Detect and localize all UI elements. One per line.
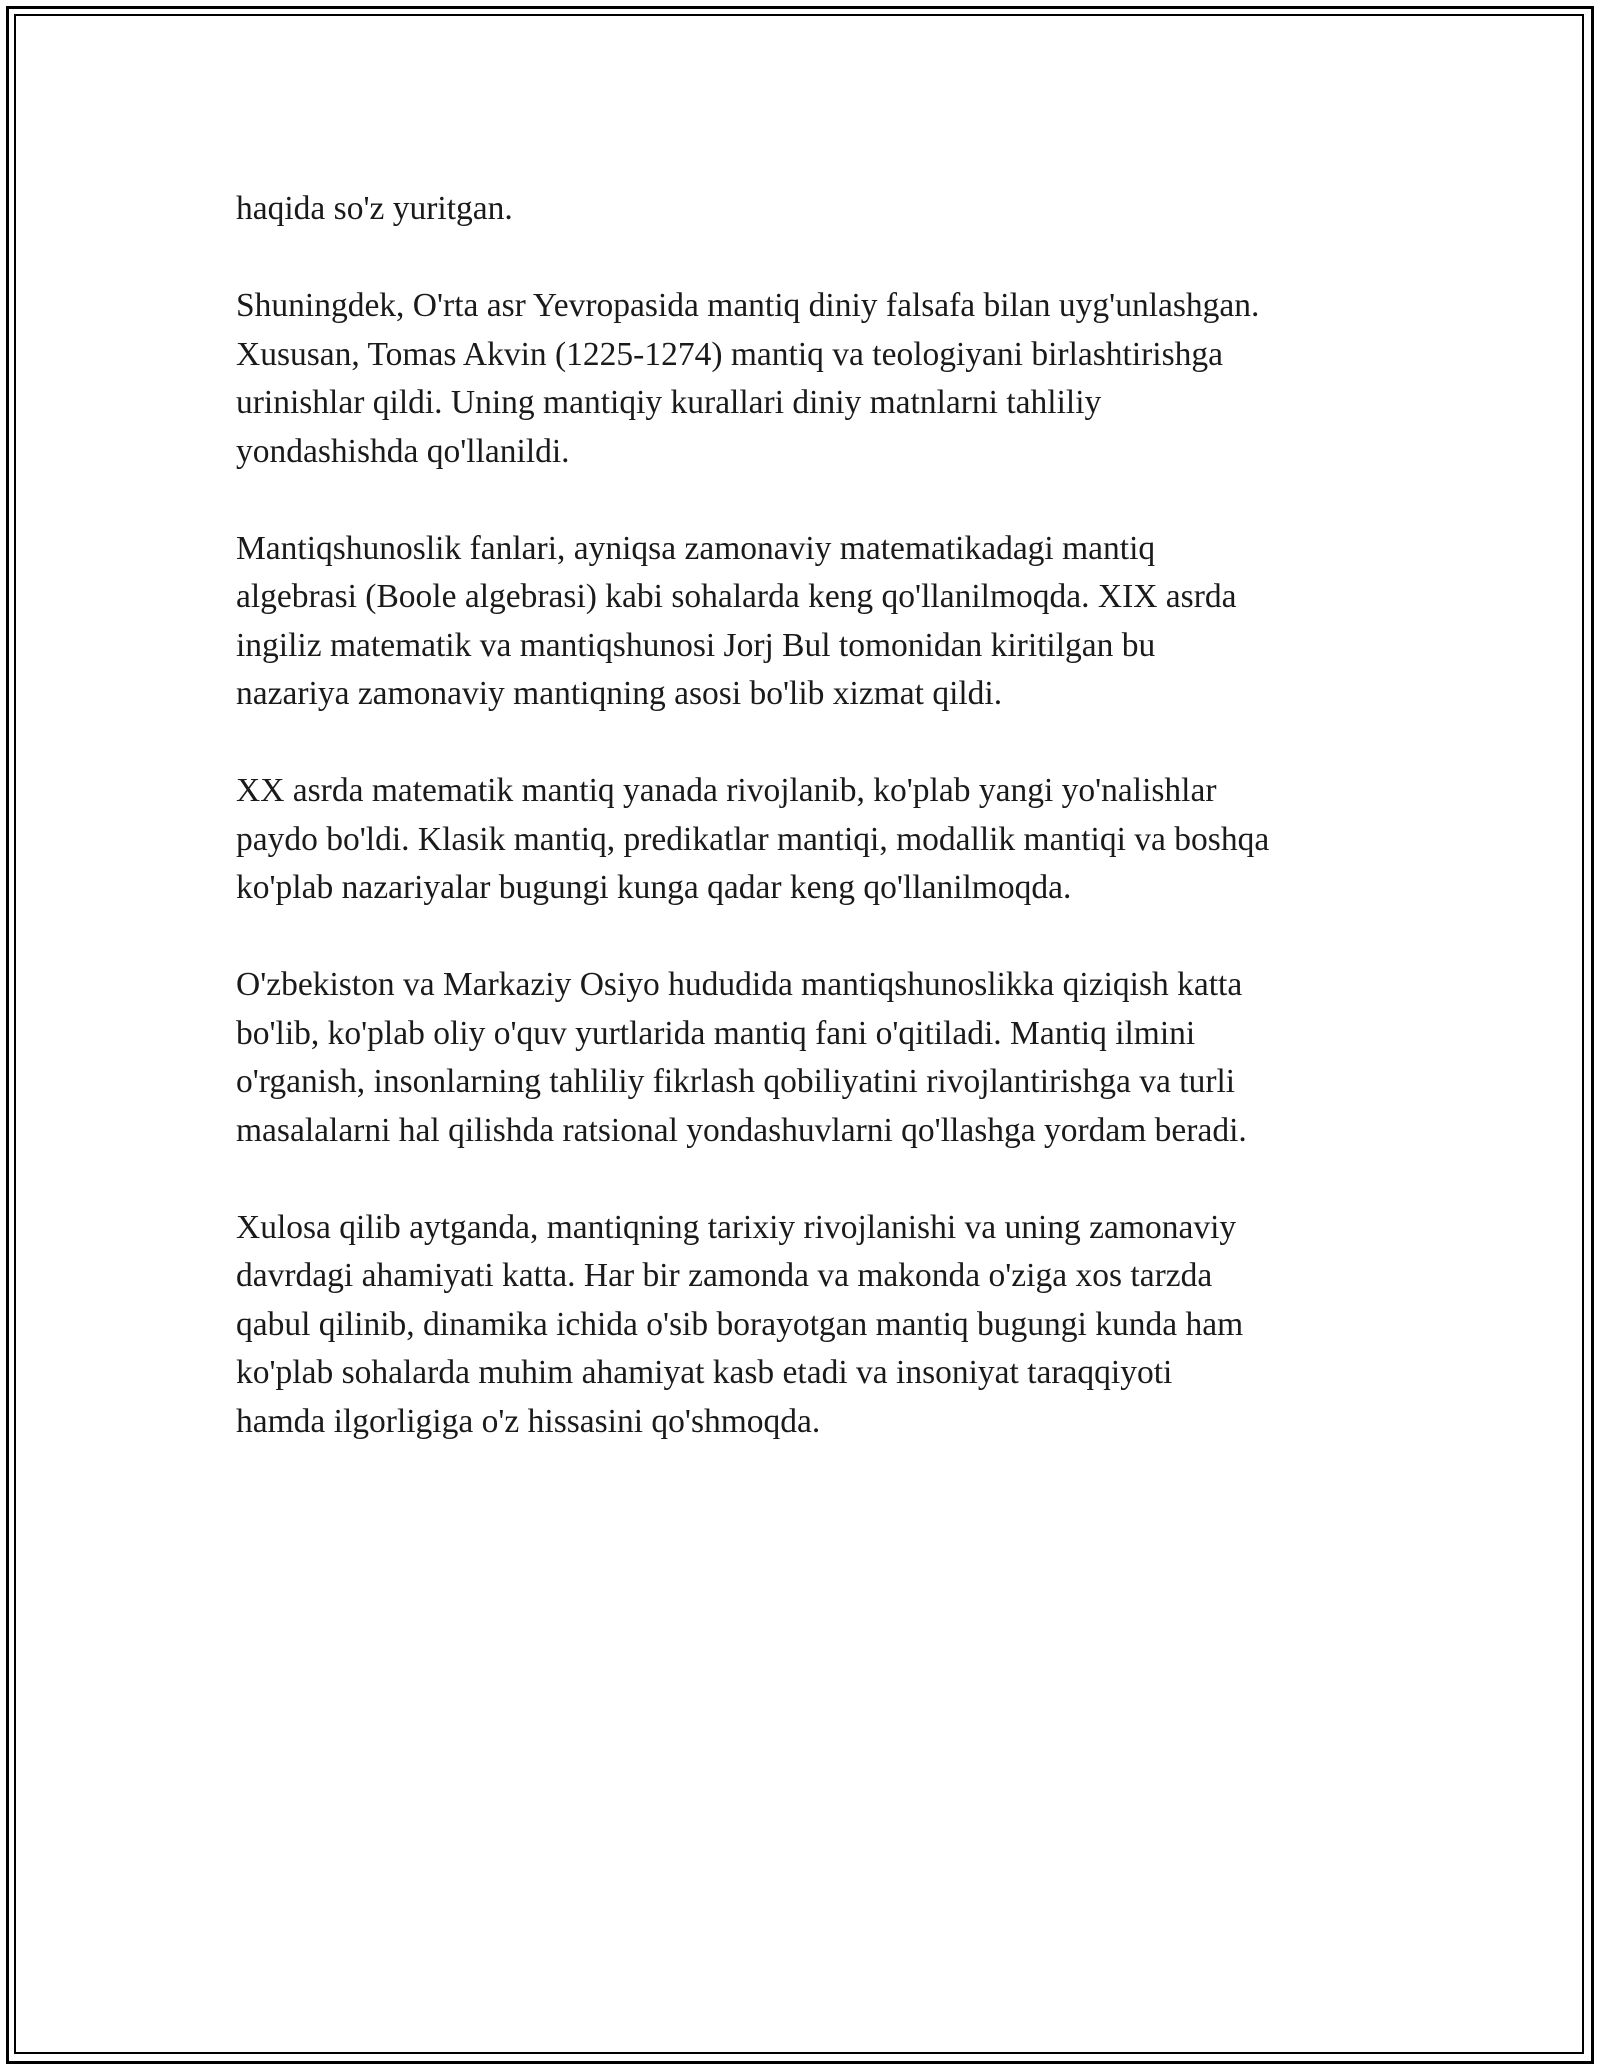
paragraph-3: Mantiqshunoslik fanlari, ayniqsa zamonaviy matematikadagi mantiq algebrasi (Boole algebrasi) kabi sohalarda keng qo'llanilmoqda. XIX asrda ingiliz matematik va mantiqshunosi Jorj Bul tomonidan kiritilgan bu nazariya zamonaviy mantiqning asosi bo'lib xizmat qildi. xyxy=(236,529,1237,712)
paragraph-6: Xulosa qilib aytganda, mantiqning tarixiy rivojlanishi va uning zamonaviy davrdagi ahamiyati katta. Har bir zamonda va makonda o'ziga xos tarzda qabul qilinib, dinamika ichida o'sib borayotgan mantiq bugungi kunda ham ko'plab sohalarda muhim ahamiyat kasb etadi va insoniyat taraqqiyoti hamda ilgorligiga o'z hissasini qo'shmoqda. xyxy=(236,1208,1244,1440)
paragraph-2: Shuningdek, O'rta asr Yevropasida mantiq diniy falsafa bilan uyg'unlashgan. Xususan, Tomas Akvin (1225-1274) mantiq va teologiyani birlashtirishga urinishlar qildi. Uning mantiqiy kurallari diniy matnlarni tahliliy yondashishda qo'llanildi. xyxy=(236,287,1260,470)
paragraph-1: haqida so'z yuritgan. xyxy=(236,190,513,227)
paragraph-4: XX asrda matematik mantiq yanada rivojlanib, ko'plab yangi yo'nalishlar paydo bo'ldi. Klasik mantiq, predikatlar mantiqi, modallik mantiqi va boshqa ko'plab nazariyalar bugungi kunga qadar keng qo'llanilmoqda. xyxy=(236,772,1270,906)
document-body xyxy=(236,185,1376,1495)
paragraph-5: O'zbekiston va Markaziy Osiyo hududida mantiqshunoslikka qiziqish katta bo'lib, ko'plab oliy o'quv yurtlarida mantiq fani o'qitiladi. Mantiq ilmini o'rganish, insonlarning tahliliy fikrlash qobiliyatini rivojlantirishga va turli masalalarni hal qilishda ratsional yondashuvlarni qo'llashga yordam beradi. xyxy=(236,966,1247,1149)
